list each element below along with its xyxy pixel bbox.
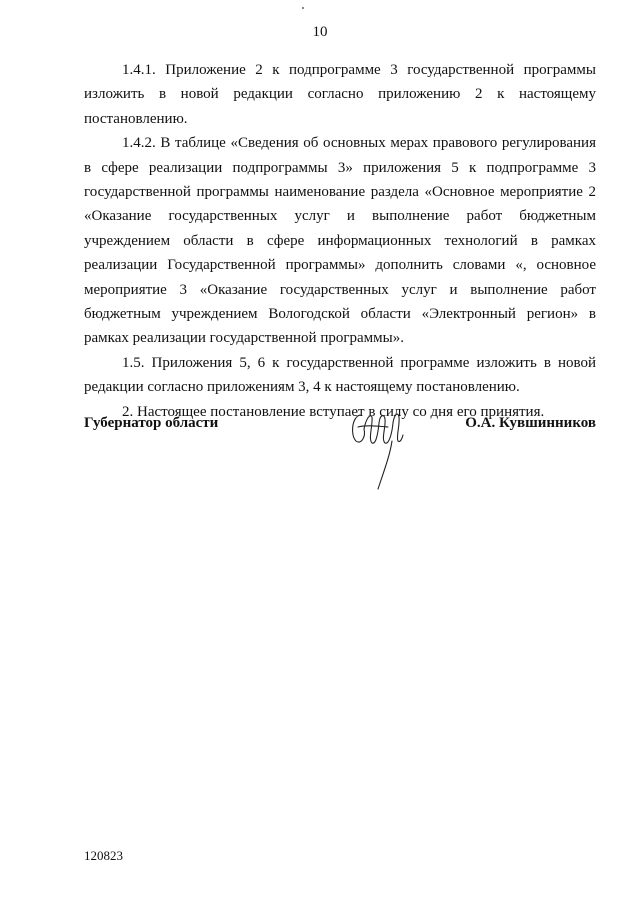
signature-block xyxy=(84,405,596,515)
scan-speck xyxy=(302,7,304,9)
signer-name: О.А. Кувшинников xyxy=(465,415,596,431)
page-number: 10 xyxy=(312,24,328,40)
document-body xyxy=(84,58,596,424)
paragraph-1-5: 1.5. Приложения 5, 6 к государственной программе изложить в новой редакции согласно приложениям 3, 4 к настоящему постановлению. xyxy=(84,354,596,396)
paragraph-1-4-1: 1.4.1. Приложение 2 к подпрограмме 3 государственной программы изложить в новой редакции согласно приложению 2 к настоящему постановлению. xyxy=(84,62,596,127)
paragraph-2: 2. Настоящее постановление вступает в силу со дня его принятия. xyxy=(122,403,545,420)
signer-title: Губернатор области xyxy=(84,415,219,431)
paragraph-1-4-2: 1.4.2. В таблице «Сведения об основных мерах правового регулирования в сфере реализации подпрограммы 3» приложения 5 к подпрограмме 3 государственной программы наименование раздела «Основное мероприятие 2 «Оказание государственных услуг и выполнение работ бюджетным учреждением области в сфере информационных технологий в рамках реализации Государственной программы» дополнить словами «, основное мероприятие 3 «Оказание государственных услуг и выполнение работ бюджетным учреждением Вологодской области «Электронный регион» в рамках реализации государственной программы». xyxy=(84,135,596,347)
handwritten-signature xyxy=(346,405,406,497)
document-code: 120823 xyxy=(84,848,123,863)
